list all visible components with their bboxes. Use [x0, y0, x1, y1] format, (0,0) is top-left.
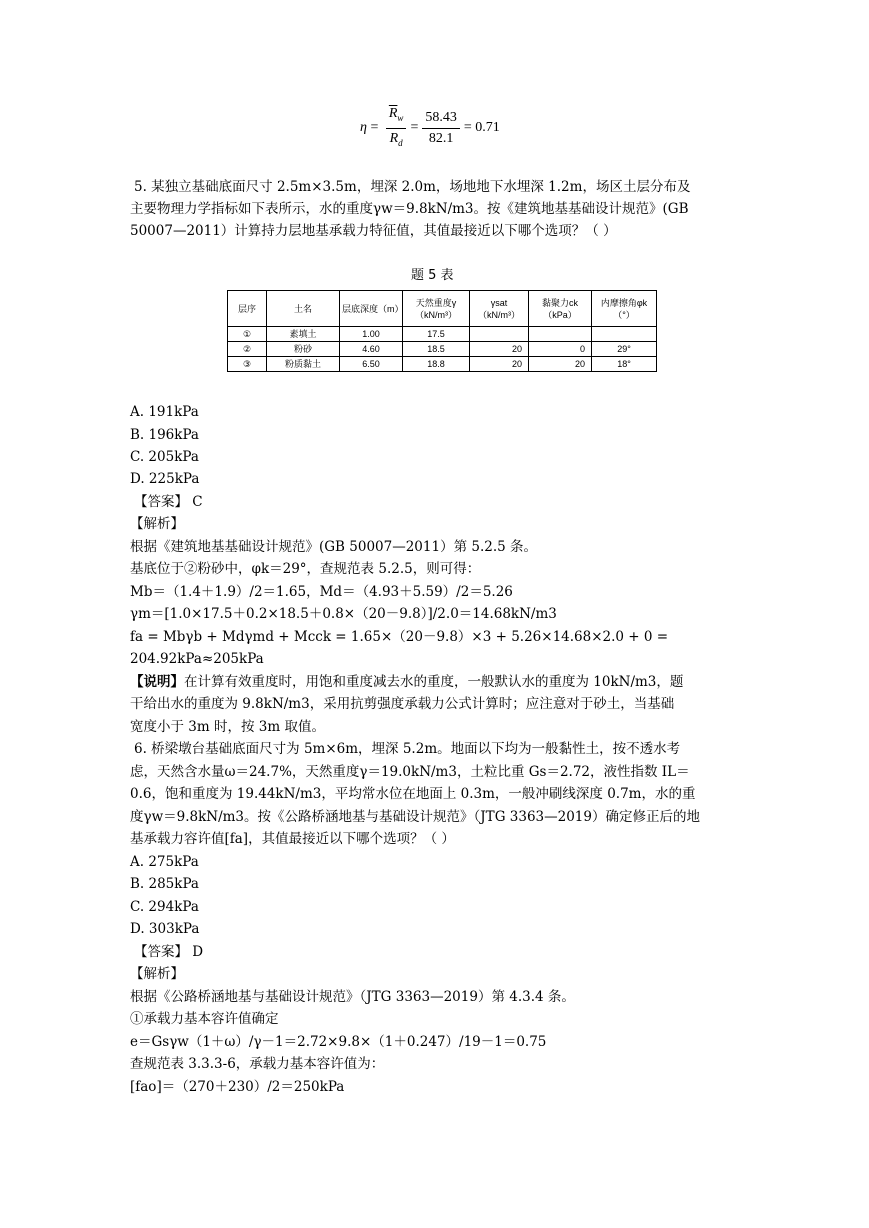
header-sat-weight: γsat（kN/m³） — [470, 291, 529, 327]
cell — [529, 327, 592, 342]
q5-analysis-1: 根据《建筑地基基础设计规范》(GB 50007—2011）第 5.2.5 条。 — [130, 539, 537, 555]
formula-num-sub: w — [397, 112, 404, 123]
header-cohesion: 黏聚力ck（kPa） — [529, 291, 592, 327]
q5-note-line-1 — [130, 671, 740, 694]
header-layer: 层序 — [228, 291, 267, 327]
header-soil-name: 土名 — [267, 291, 340, 327]
header-depth: 层底深度（m） — [340, 291, 403, 327]
table-row — [228, 342, 657, 357]
q6-analysis-title: 【解析】 — [130, 966, 184, 982]
formula-fraction-values — [422, 109, 460, 148]
q5-option-a: A. 191kPa — [130, 404, 199, 420]
formula-fraction-symbolic — [386, 105, 407, 152]
q5-note-line-3: 宽度小于 3m 时，按 3m 取值。 — [130, 719, 325, 735]
formula-den-sub: d — [398, 137, 403, 148]
q5-note-line-2: 干给出水的重度为 9.8kN/m3，采用抗剪强度承载力公式计算时；应注意对于砂土，当基础 — [130, 696, 675, 712]
cell: 粉质黏土 — [267, 357, 340, 372]
cell: 素填土 — [267, 327, 340, 342]
table-caption: 题 5 表 — [411, 268, 454, 283]
q5-analysis-5: fa = Mbγb + Mdγmd + Mcck = 1.65×（20－9.8）×3 + 5.26×14.68×2.0 + 0 = — [130, 629, 669, 645]
table-row — [228, 327, 657, 342]
q5-line-3: 50007—2011）计算持力层地基承载力特征值，其值最接近以下哪个选项？（ ） — [130, 223, 617, 239]
q5-answer: 【答案】 C — [134, 494, 203, 510]
q5-analysis-2: 基底位于②粉砂中，φk＝29°，查规范表 5.2.5，则可得： — [130, 561, 481, 577]
cell — [470, 327, 529, 342]
cell: 17.5 — [403, 327, 470, 342]
q5-line-2: 主要物理力学指标如下表所示，水的重度γw＝9.8kN/m3。按《建筑地基基础设计规范》(GB — [130, 201, 689, 217]
formula-value-denominator: 82.1 — [428, 130, 454, 146]
q6-line-5: 基承载力容许值[fa]，其值最接近以下哪个选项？（ ） — [130, 831, 455, 847]
q6-analysis-2: ①承载力基本容许值确定 — [130, 1011, 279, 1027]
q6-option-b: B. 285kPa — [130, 876, 199, 892]
soil-properties-table — [227, 290, 657, 372]
q5-note-label: 【说明】 — [130, 674, 184, 690]
header-unit-weight: 天然重度γ（kN/m³） — [403, 291, 470, 327]
q6-line-2: 虑，天然含水量ω＝24.7%，天然重度γ＝19.0kN/m3，土粒比重 Gs＝2.72，液性指数 IL＝ — [130, 764, 690, 780]
cell: 1.00 — [340, 327, 403, 342]
cell: 18.8 — [403, 357, 470, 372]
efficiency-formula: η = $\frac{\overline{R}_w}{R_d}$ = $\frac{58.43}{82.1}$ = 0.71 — [360, 106, 500, 150]
formula-value-numerator: 58.43 — [422, 109, 460, 129]
header-friction-angle: 内摩擦角φk（°） — [592, 291, 657, 327]
cell: ③ — [228, 357, 267, 372]
q5-line-1: 5. 某独立基础底面尺寸 2.5m×3.5m，埋深 2.0m，场地地下水埋深 1.2m，场区土层分布及 — [134, 179, 691, 195]
formula-result: = 0.71 — [463, 120, 500, 135]
cell: 18° — [592, 357, 657, 372]
q6-analysis-3: e＝Gsγw（1＋ω）/γ－1＝2.72×9.8×（1＋0.247）/19－1＝0.75 — [130, 1034, 547, 1050]
q6-analysis-4: 查规范表 3.3.3-6，承载力基本容许值为： — [130, 1056, 385, 1072]
q5-option-d: D. 225kPa — [130, 471, 200, 487]
cell: 6.50 — [340, 357, 403, 372]
q5-note-text-1: 在计算有效重度时，用饱和重度减去水的重度，一般默认水的重度为 10kN/m3，题 — [184, 674, 684, 690]
cell: 29° — [592, 342, 657, 357]
table-row — [228, 357, 657, 372]
q6-answer: 【答案】 D — [134, 944, 204, 960]
q5-analysis-4: γm＝[1.0×17.5＋0.2×18.5＋0.8×（20－9.8）]/2.0＝14.68kN/m3 — [130, 606, 557, 622]
q6-option-d: D. 303kPa — [130, 921, 200, 937]
q6-line-4: 度γw＝9.8kN/m3。按《公路桥涵地基与基础设计规范》（JTG 3363—2019）确定修正后的地 — [130, 809, 700, 825]
cell — [592, 327, 657, 342]
cell: 20 — [470, 342, 529, 357]
cell: 0 — [529, 342, 592, 357]
q6-option-c: C. 294kPa — [130, 899, 199, 915]
cell: 18.5 — [403, 342, 470, 357]
q6-line-3: 0.6，饱和重度为 19.44kN/m3，平均常水位在地面上 0.3m，一般冲刷线深度 0.7m，水的重 — [130, 786, 696, 802]
table-header-row — [228, 291, 657, 327]
q6-option-a: A. 275kPa — [130, 854, 199, 870]
q6-analysis-1: 根据《公路桥涵地基与基础设计规范》（JTG 3363—2019）第 4.3.4 条。 — [130, 989, 575, 1005]
q5-option-b: B. 196kPa — [130, 427, 199, 443]
cell: ② — [228, 342, 267, 357]
q6-analysis-5: [fao]＝（270＋230）/2＝250kPa — [130, 1079, 345, 1095]
q5-option-c: C. 205kPa — [130, 449, 199, 465]
cell: 4.60 — [340, 342, 403, 357]
cell: 粉砂 — [267, 342, 340, 357]
cell: 20 — [529, 357, 592, 372]
formula-num-symbol: $\overline{R}$ — [388, 105, 398, 121]
q6-line-1: 6. 桥梁墩台基础底面尺寸为 5m×6m，埋深 5.2m。地面以下均为一般黏性土，按不透水考 — [134, 741, 681, 757]
formula-lhs: η — [360, 120, 367, 135]
q5-analysis-6: 204.92kPa≈205kPa — [130, 651, 264, 667]
cell: 20 — [470, 357, 529, 372]
cell: ① — [228, 327, 267, 342]
q5-analysis-title: 【解析】 — [130, 516, 184, 532]
formula-den-symbol: R — [389, 130, 399, 146]
q5-analysis-3: Mb＝（1.4＋1.9）/2＝1.65，Md＝（4.93＋5.59）/2＝5.26 — [130, 584, 513, 600]
